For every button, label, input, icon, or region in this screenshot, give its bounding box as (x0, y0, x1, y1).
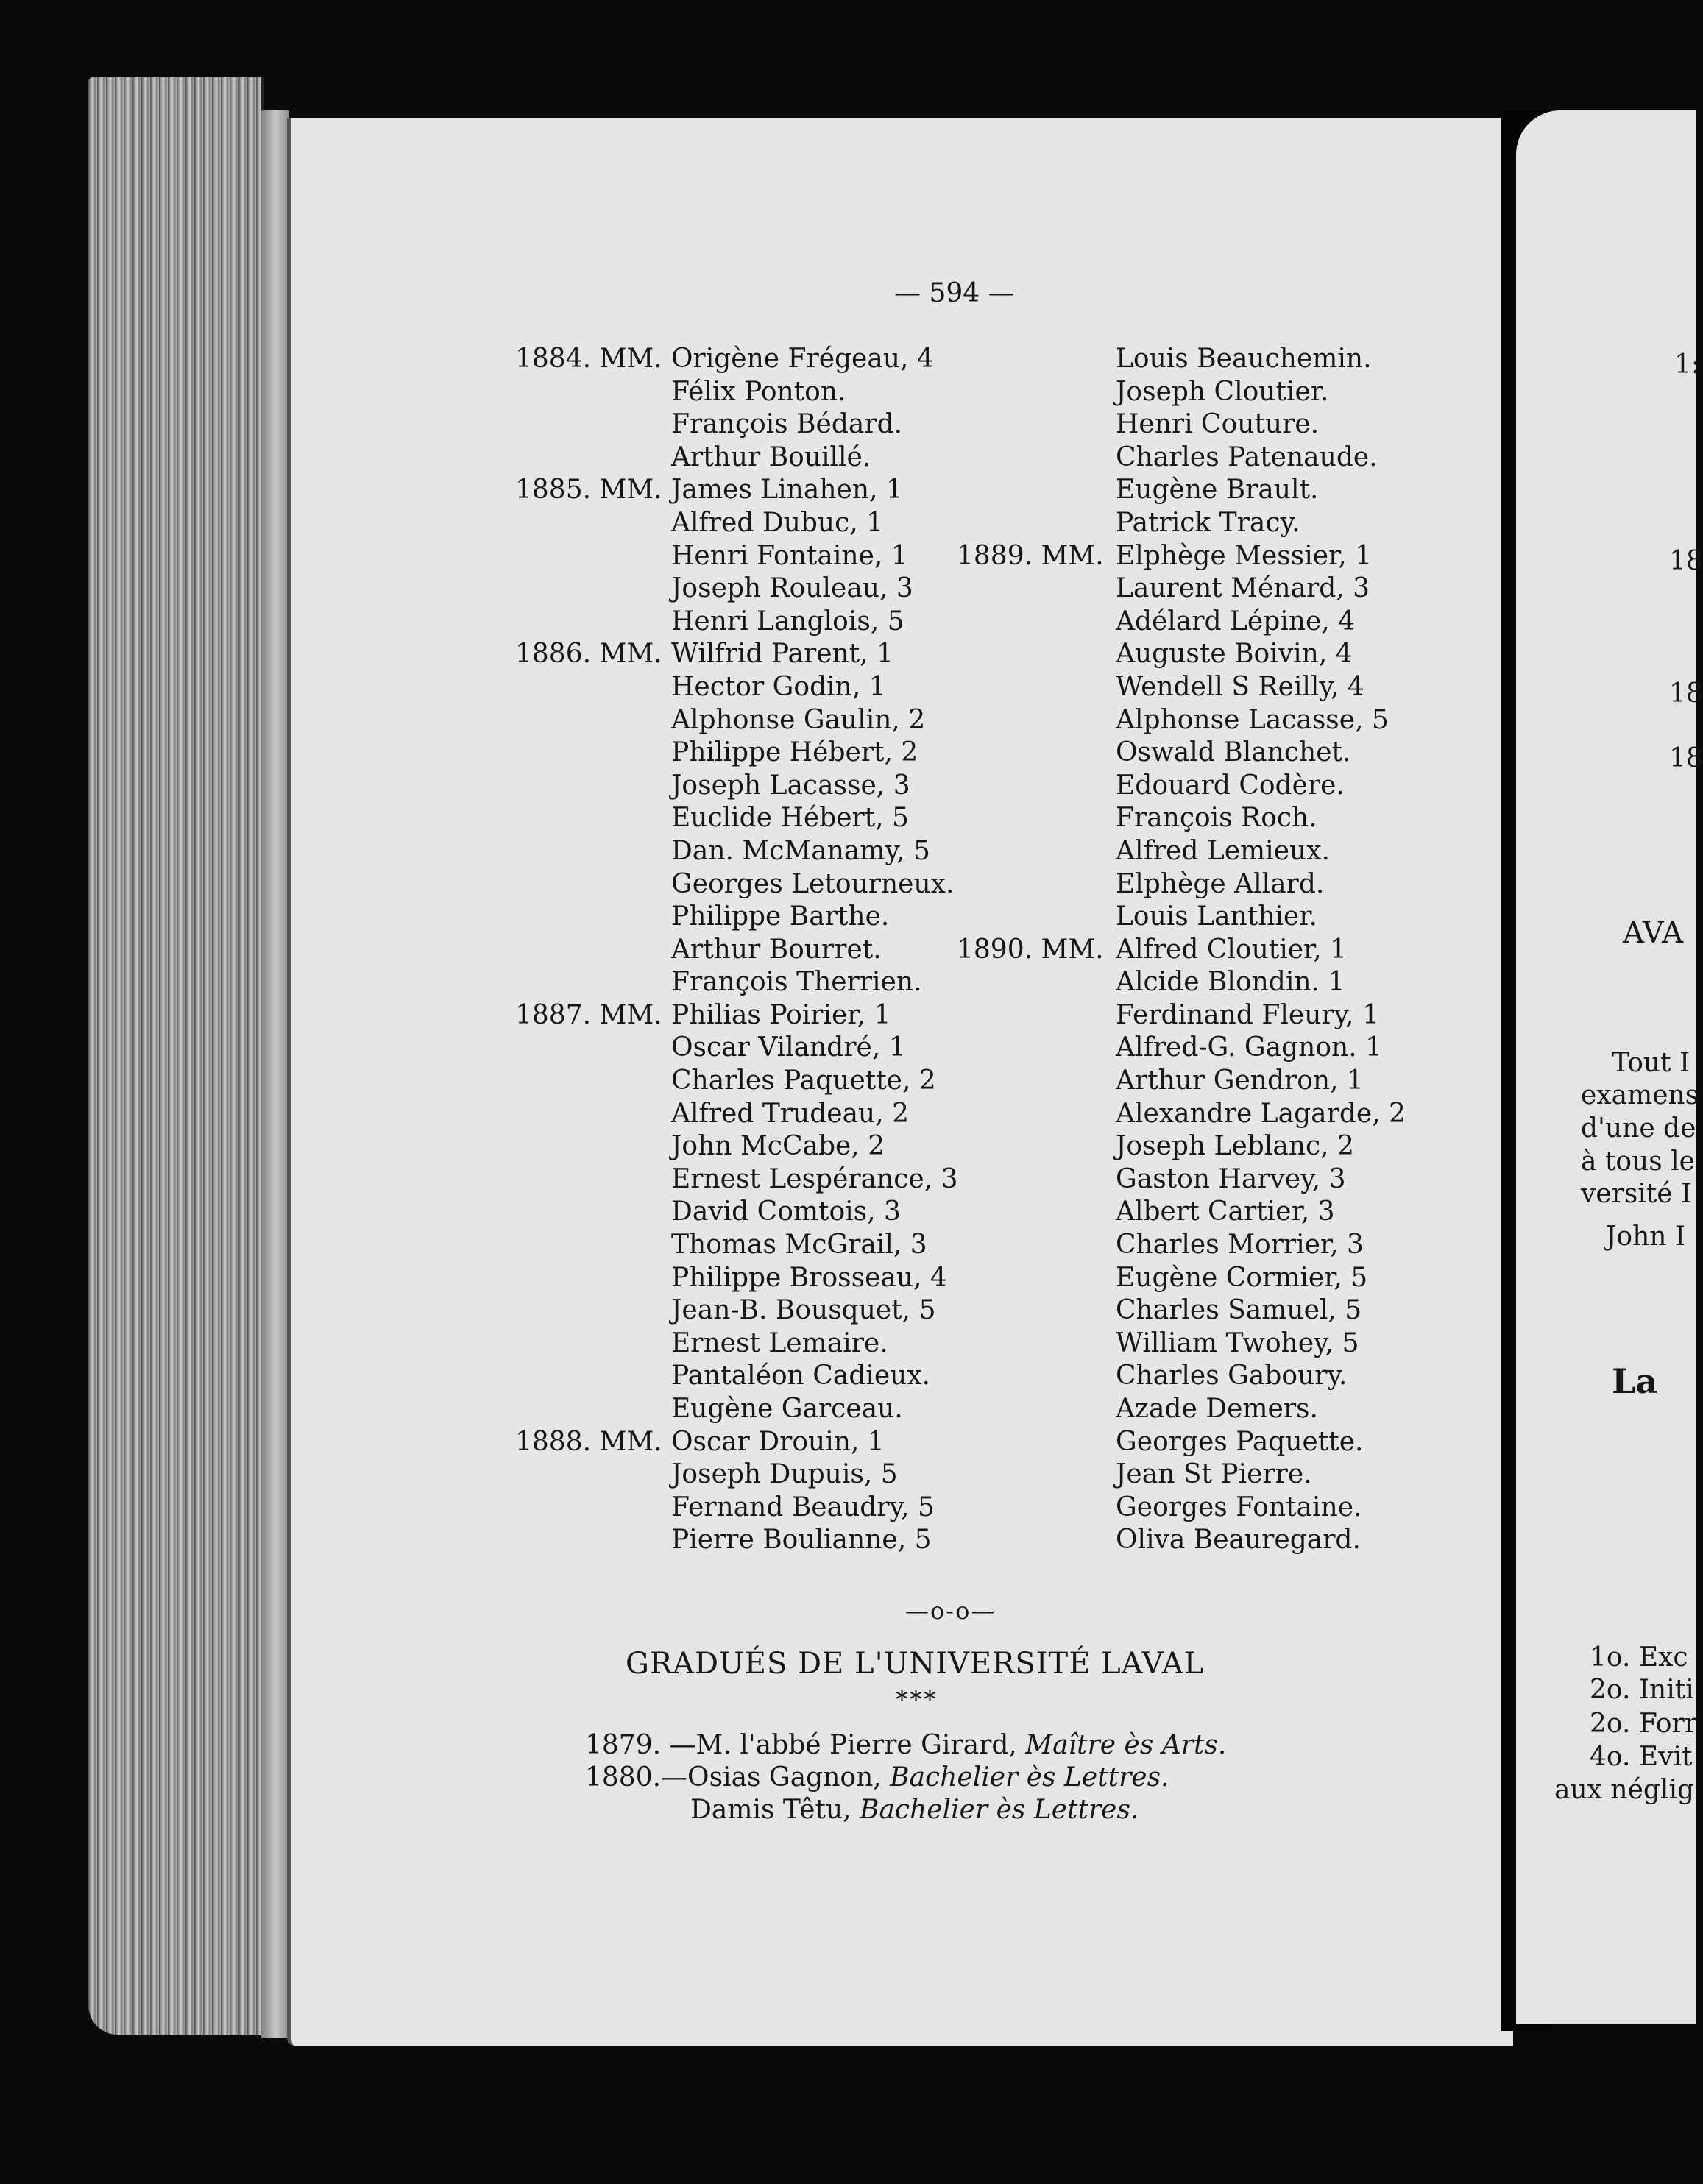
name-row (957, 1163, 1435, 1196)
person-name: Azade Demers. (1116, 1394, 1318, 1424)
person-name: Alfred Lemieux. (1116, 835, 1330, 866)
name-row (515, 1294, 957, 1327)
name-row (515, 638, 957, 671)
person-name: Georges Letourneux. (671, 868, 955, 899)
graduate-name: 1880.—Osias Gagnon, (585, 1762, 891, 1793)
name-row (515, 704, 957, 737)
name-row (515, 572, 957, 606)
name-row (957, 802, 1435, 835)
person-name: Charles Paquette, 2 (671, 1066, 936, 1096)
person-name: William Twohey, 5 (1116, 1327, 1359, 1358)
person-name: Dan. McManamy, 5 (671, 835, 930, 866)
person-name: Oliva Beauregard. (1116, 1525, 1361, 1556)
name-row (957, 1262, 1435, 1295)
name-row (515, 507, 957, 540)
person-name: Félix Ponton. (671, 376, 846, 407)
person-name: Hector Godin, 1 (671, 671, 886, 702)
name-row (515, 1065, 957, 1098)
person-name: Eugène Garceau. (671, 1394, 903, 1424)
name-row (957, 1327, 1435, 1361)
person-name: Georges Paquette. (1116, 1426, 1364, 1457)
person-name: Charles Samuel, 5 (1116, 1295, 1362, 1326)
person-name: Edouard Codère. (1116, 770, 1345, 801)
person-name: Ernest Lemaire. (671, 1327, 888, 1358)
person-name: Laurent Ménard, 3 (1116, 573, 1370, 604)
person-name: Henri Couture. (1116, 409, 1320, 440)
person-name: Charles Gaboury. (1116, 1361, 1348, 1391)
person-name: Oswald Blanchet. (1116, 737, 1351, 768)
name-row (515, 999, 957, 1032)
name-row (515, 1524, 957, 1557)
person-name: Alfred-G. Gagnon. 1 (1116, 1032, 1383, 1063)
name-row (515, 1163, 957, 1196)
name-row (957, 474, 1435, 507)
name-row (515, 1130, 957, 1163)
name-row (957, 966, 1435, 999)
year-label: 1884. MM. (515, 344, 662, 374)
name-row (957, 343, 1435, 376)
person-name: Alexandre Lagarde, 2 (1116, 1098, 1406, 1129)
name-row (957, 999, 1435, 1032)
next-page-fragment: examens (1581, 1080, 1699, 1110)
name-row (515, 1098, 957, 1131)
name-row (515, 966, 957, 999)
year-label: 1890. MM. (957, 934, 1104, 965)
person-name: Origène Frégeau, 4 (671, 344, 934, 374)
name-row (515, 1360, 957, 1393)
person-name: Eugène Cormier, 5 (1116, 1262, 1368, 1293)
name-row (957, 1393, 1435, 1426)
graduate-name: Damis Têtu, (690, 1795, 860, 1825)
next-page-fragment: d'une de (1581, 1113, 1696, 1144)
person-name: Alcide Blondin. 1 (1116, 967, 1345, 998)
name-row (515, 1262, 957, 1295)
person-name: Georges Fontaine. (1116, 1492, 1362, 1522)
person-name: Ferdinand Fleury, 1 (1116, 999, 1379, 1030)
person-name: Pantaléon Cadieux. (671, 1361, 931, 1391)
name-row (957, 868, 1435, 901)
next-page-fragment: La (1612, 1361, 1658, 1401)
name-row (957, 1196, 1435, 1229)
next-page-fragment: 2o. Forr (1590, 1709, 1697, 1739)
asterism: *** (896, 1685, 938, 1715)
next-page-fragment: 18 (1669, 546, 1703, 576)
name-row (515, 376, 957, 409)
name-row (515, 835, 957, 868)
name-row (957, 1458, 1435, 1492)
person-name: Joseph Lacasse, 3 (671, 770, 910, 801)
year-label: 1889. MM. (957, 540, 1104, 571)
name-row (515, 1426, 957, 1459)
name-row (515, 1229, 957, 1262)
person-name: Elphège Allard. (1116, 868, 1325, 899)
person-name: Wendell S Reilly, 4 (1116, 671, 1364, 702)
name-row (515, 1458, 957, 1492)
person-name: David Comtois, 3 (671, 1196, 901, 1227)
name-row (957, 901, 1435, 934)
person-name: Elphège Messier, 1 (1116, 540, 1373, 571)
person-name: Wilfrid Parent, 1 (671, 639, 893, 670)
year-label: 1885. MM. (515, 475, 662, 506)
name-row (957, 737, 1435, 770)
name-row (515, 770, 957, 803)
name-row (515, 474, 957, 507)
graduates-list (585, 1729, 1226, 1826)
person-name: François Therrien. (671, 967, 922, 998)
name-row (957, 540, 1435, 573)
person-name: Philippe Barthe. (671, 901, 890, 932)
person-name: François Bédard. (671, 409, 903, 440)
person-name: Thomas McGrail, 3 (671, 1230, 927, 1261)
person-name: Alfred Cloutier, 1 (1116, 934, 1348, 965)
person-name: Arthur Bouillé. (671, 442, 871, 472)
graduate-name: 1879. —M. l'abbé Pierre Girard, (585, 1730, 1026, 1760)
person-name: Adélard Lépine, 4 (1116, 606, 1356, 637)
person-name: John McCabe, 2 (671, 1131, 885, 1162)
separator-ornament: —o-o— (905, 1597, 996, 1625)
name-row (957, 835, 1435, 868)
person-name: Arthur Bourret. (671, 934, 882, 965)
book-spine-edge (261, 110, 289, 2038)
name-row (957, 934, 1435, 967)
name-row (515, 408, 957, 442)
name-row (515, 901, 957, 934)
person-name: Philippe Hébert, 2 (671, 737, 918, 768)
person-name: Euclide Hébert, 5 (671, 803, 909, 834)
graduate-degree: Maître ès Arts. (1025, 1730, 1227, 1760)
person-name: Jean St Pierre. (1116, 1459, 1312, 1490)
person-name: Albert Cartier, 3 (1116, 1196, 1335, 1227)
person-name: Charles Patenaude. (1116, 442, 1378, 472)
name-row (515, 1393, 957, 1426)
person-name: Eugène Brault. (1116, 475, 1319, 506)
name-row (957, 1065, 1435, 1098)
next-page-fragment: 18 (1669, 678, 1703, 709)
name-row (515, 737, 957, 770)
name-row (957, 638, 1435, 671)
person-name: Joseph Cloutier. (1116, 376, 1329, 407)
section-title: GRADUÉS DE L'UNIVERSITÉ LAVAL (626, 1647, 1205, 1681)
next-page-fragment: Tout I (1612, 1048, 1690, 1078)
name-row (957, 1360, 1435, 1393)
person-name: Henri Langlois, 5 (671, 606, 904, 637)
person-name: Alphonse Lacasse, 5 (1116, 704, 1389, 735)
next-page-fragment: 2o. Initi (1590, 1675, 1694, 1705)
name-row (515, 868, 957, 901)
person-name: Auguste Boivin, 4 (1116, 639, 1353, 670)
book-page-edges (88, 77, 264, 2035)
person-name: Louis Beauchemin. (1116, 344, 1372, 374)
next-page-fragment: 18 (1669, 743, 1703, 773)
next-page-fragment: John I (1606, 1222, 1686, 1252)
person-name: Joseph Dupuis, 5 (671, 1459, 898, 1490)
person-name: Ernest Lespérance, 3 (671, 1163, 958, 1194)
name-row (957, 770, 1435, 803)
name-row (515, 802, 957, 835)
person-name: Philias Poirier, 1 (671, 999, 891, 1030)
graduate-entry (585, 1729, 1226, 1762)
next-page-fragment: 1: (1674, 350, 1701, 380)
person-name: François Roch. (1116, 803, 1317, 834)
next-page-fragment: 1o. Exc (1590, 1642, 1688, 1673)
name-row (515, 540, 957, 573)
left-name-column (515, 343, 957, 1557)
name-row (957, 376, 1435, 409)
person-name: Arthur Gendron, 1 (1116, 1066, 1364, 1096)
name-row (515, 671, 957, 704)
person-name: Charles Morrier, 3 (1116, 1230, 1364, 1261)
person-name: Louis Lanthier. (1116, 901, 1317, 932)
right-name-column (957, 343, 1435, 1557)
name-row (957, 1130, 1435, 1163)
name-row (515, 343, 957, 376)
name-row (957, 1426, 1435, 1459)
name-row (957, 1032, 1435, 1065)
next-page-fragment: AVA (1623, 916, 1683, 950)
next-page-fragment: 4o. Evit (1590, 1742, 1693, 1772)
person-name: Joseph Rouleau, 3 (671, 573, 913, 604)
page-number: — 594 — (894, 278, 1015, 308)
name-row (515, 1196, 957, 1229)
person-name: Patrick Tracy. (1116, 507, 1300, 538)
name-row (957, 442, 1435, 475)
name-row (515, 1032, 957, 1065)
person-name: Fernand Beaudry, 5 (671, 1492, 935, 1522)
person-name: Alphonse Gaulin, 2 (671, 704, 926, 735)
name-row (515, 1327, 957, 1361)
person-name: Pierre Boulianne, 5 (671, 1525, 932, 1556)
name-row (957, 1294, 1435, 1327)
name-row (515, 606, 957, 639)
graduate-entry (585, 1762, 1226, 1794)
person-name: Philippe Brosseau, 4 (671, 1262, 947, 1293)
year-label: 1886. MM. (515, 639, 662, 670)
graduate-degree: Bachelier ès Lettres. (890, 1762, 1169, 1793)
person-name: Alfred Dubuc, 1 (671, 507, 884, 538)
year-label: 1888. MM. (515, 1426, 662, 1457)
name-row (957, 408, 1435, 442)
graduate-degree: Bachelier ès Lettres. (860, 1795, 1139, 1825)
person-name: Henri Fontaine, 1 (671, 540, 908, 571)
name-row (957, 507, 1435, 540)
next-page-fragment: à tous le (1581, 1146, 1695, 1177)
person-name: Alfred Trudeau, 2 (671, 1098, 910, 1129)
name-row (515, 934, 957, 967)
person-name: Jean-B. Bousquet, 5 (671, 1295, 936, 1326)
name-row (957, 1229, 1435, 1262)
person-name: Oscar Vilandré, 1 (671, 1032, 906, 1063)
graduate-entry (585, 1794, 1226, 1826)
person-name: Joseph Leblanc, 2 (1116, 1131, 1354, 1162)
person-name: Gaston Harvey, 3 (1116, 1163, 1346, 1194)
person-name: James Linahen, 1 (671, 475, 903, 506)
name-row (957, 1492, 1435, 1525)
name-row (957, 572, 1435, 606)
next-page-fragment: aux néglig (1554, 1775, 1695, 1805)
name-row (515, 1492, 957, 1525)
name-row (957, 671, 1435, 704)
name-row (957, 1524, 1435, 1557)
name-row (957, 606, 1435, 639)
year-label: 1887. MM. (515, 999, 662, 1030)
name-row (957, 704, 1435, 737)
next-page-fragment: versité I (1581, 1179, 1692, 1209)
name-row (515, 442, 957, 475)
person-name: Oscar Drouin, 1 (671, 1426, 885, 1457)
name-row (957, 1098, 1435, 1131)
